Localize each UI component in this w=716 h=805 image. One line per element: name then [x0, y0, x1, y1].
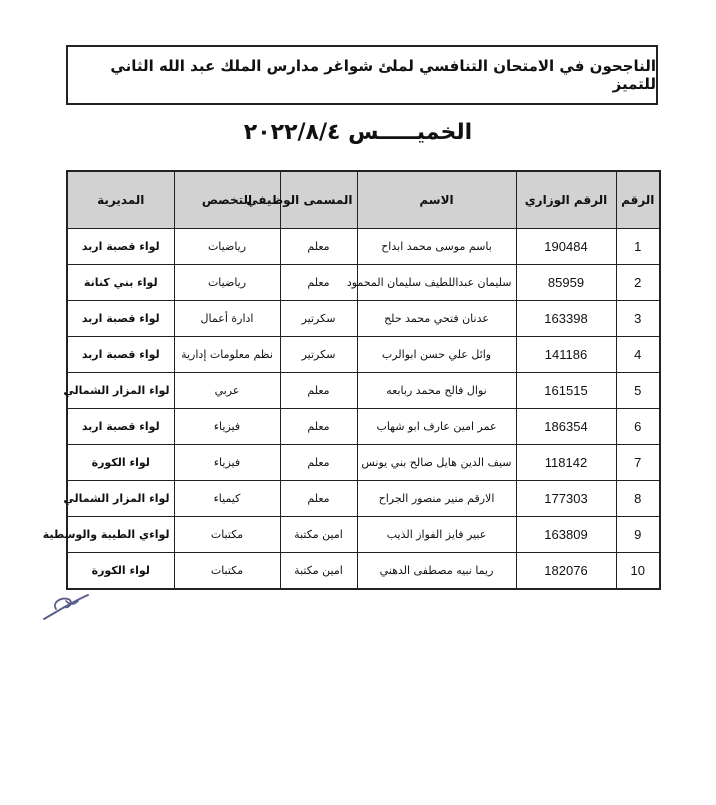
cell-name: الارقم منير منصور الجراح [357, 481, 516, 517]
cell-job-title: معلم [280, 445, 357, 481]
signature-mark [40, 585, 100, 625]
title-box [66, 45, 658, 105]
cell-number: 6 [616, 409, 660, 445]
results-table-wrapper [42, 170, 659, 590]
cell-number: 4 [616, 337, 660, 373]
cell-directorate: لواء المزار الشمالي [67, 373, 174, 409]
cell-national-id: 85959 [516, 265, 616, 301]
cell-national-id: 177303 [516, 481, 616, 517]
cell-job-title: امين مكتبة [280, 553, 357, 590]
column-header-directorate: المديرية [67, 171, 174, 229]
cell-directorate: لواءي الطيبة والوسطية [67, 517, 174, 553]
table-row [67, 373, 660, 409]
cell-specialization: عربي [174, 373, 280, 409]
cell-number: 9 [616, 517, 660, 553]
cell-job-title: معلم [280, 229, 357, 265]
cell-directorate: لواء قصبة اربد [67, 301, 174, 337]
table-row [67, 265, 660, 301]
cell-job-title: سكرتير [280, 301, 357, 337]
table-row [67, 301, 660, 337]
results-table [42, 170, 661, 590]
cell-directorate: لواء قصبة اربد [67, 229, 174, 265]
cell-specialization: مكتبات [174, 553, 280, 590]
cell-number: 7 [616, 445, 660, 481]
table-row [67, 553, 660, 590]
table-row [67, 409, 660, 445]
cell-specialization: رياضيات [174, 265, 280, 301]
cell-name: وائل علي حسن ابوالرب [357, 337, 516, 373]
cell-name: ريما نبيه مصطفى الدهني [357, 553, 516, 590]
cell-number: 2 [616, 265, 660, 301]
cell-directorate: لواء الكورة [67, 445, 174, 481]
cell-number: 5 [616, 373, 660, 409]
cell-specialization: فيزياء [174, 409, 280, 445]
cell-name: عدنان فتحي محمد حلح [357, 301, 516, 337]
column-header-specialization: التخصص [174, 171, 280, 229]
cell-directorate: لواء المزار الشمالي [67, 481, 174, 517]
cell-directorate: لواء بني كنانة [67, 265, 174, 301]
cell-job-title: معلم [280, 481, 357, 517]
column-header-name: الاسم [357, 171, 516, 229]
table-row [67, 517, 660, 553]
cell-name: نوال فالح محمد ربابعه [357, 373, 516, 409]
cell-national-id: 118142 [516, 445, 616, 481]
document-title: الناجحون في الامتحان التنافسي لملئ شواغر مدارس الملك عبد الله الثاني للتميز [110, 57, 656, 93]
cell-national-id: 141186 [516, 337, 616, 373]
cell-job-title: سكرتير [280, 337, 357, 373]
cell-directorate: لواء الكورة [67, 553, 174, 590]
cell-directorate: لواء قصبة اربد [67, 409, 174, 445]
table-row [67, 337, 660, 373]
date-heading: الخميـــــس ٢٠٢٢/٨/٤ [243, 120, 473, 145]
cell-national-id: 161515 [516, 373, 616, 409]
cell-job-title: معلم [280, 409, 357, 445]
cell-number: 10 [616, 553, 660, 590]
cell-number: 8 [616, 481, 660, 517]
cell-job-title: معلم [280, 265, 357, 301]
cell-name: سيف الدين هايل صالح بني يونس [357, 445, 516, 481]
cell-national-id: 186354 [516, 409, 616, 445]
table-row [67, 229, 660, 265]
cell-specialization: فيزياء [174, 445, 280, 481]
cell-specialization: ادارة أعمال [174, 301, 280, 337]
cell-national-id: 163398 [516, 301, 616, 337]
cell-name: عبير فايز الفواز الذيب [357, 517, 516, 553]
table-row [67, 481, 660, 517]
cell-number: 1 [616, 229, 660, 265]
table-row [67, 445, 660, 481]
cell-specialization: مكتبات [174, 517, 280, 553]
table-header-row [67, 171, 660, 229]
column-header-national-id: الرقم الوزاري [516, 171, 616, 229]
cell-specialization: كيمياء [174, 481, 280, 517]
cell-specialization: رياضيات [174, 229, 280, 265]
cell-name: عمر امين عارف ابو شهاب [357, 409, 516, 445]
cell-specialization: نظم معلومات إدارية [174, 337, 280, 373]
cell-national-id: 190484 [516, 229, 616, 265]
cell-national-id: 163809 [516, 517, 616, 553]
cell-name: باسم موسى محمد ابداح [357, 229, 516, 265]
table-body [42, 229, 660, 590]
cell-job-title: امين مكتبة [280, 517, 357, 553]
cell-name: سليمان عبداللطيف سليمان المحمود [357, 265, 516, 301]
cell-job-title: معلم [280, 373, 357, 409]
cell-directorate: لواء قصبة اربد [67, 337, 174, 373]
column-header-number: الرقم [616, 171, 660, 229]
cell-number: 3 [616, 301, 660, 337]
column-header-job-title: المسمى الوظيفي [280, 171, 357, 229]
cell-national-id: 182076 [516, 553, 616, 590]
